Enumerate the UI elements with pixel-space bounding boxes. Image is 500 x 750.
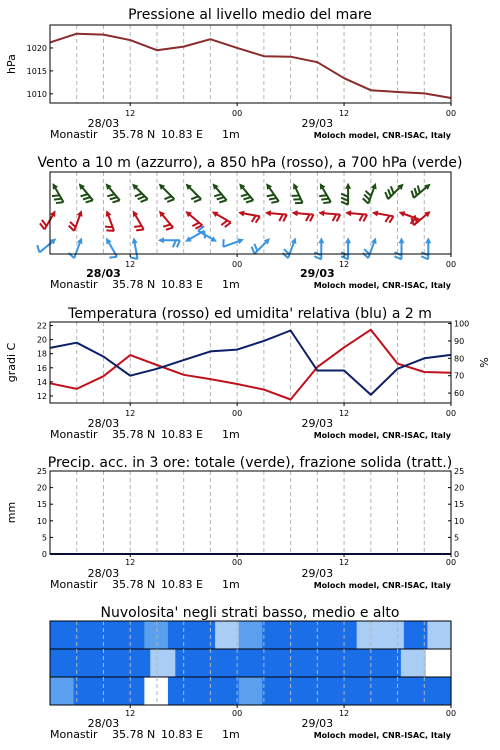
- date-label: 28/03: [86, 267, 121, 280]
- wind-barb-feather: [341, 194, 348, 197]
- y-right-tick-label: 15: [454, 500, 465, 510]
- panel-pressure: [5, 7, 456, 141]
- wind-barb-feather: [341, 202, 348, 205]
- x-tick-label: 00: [232, 558, 243, 567]
- station-lon: 10.83 E: [161, 128, 203, 141]
- wind-barb: [184, 228, 208, 248]
- wind-barb: [250, 233, 273, 256]
- cloud-cell: [200, 649, 226, 677]
- panel-title: Precip. acc. in 3 ore: totale (verde), frazione solida (tratt.): [47, 455, 453, 471]
- cloud-cell: [301, 649, 327, 677]
- wind-barb: [221, 233, 245, 250]
- cloud-cell: [333, 621, 357, 649]
- y-tick-label: 20: [36, 483, 47, 493]
- wind-barb: [127, 237, 141, 260]
- wind-barb: [196, 225, 220, 245]
- cloud-cell: [309, 677, 333, 705]
- cloud-cell: [192, 621, 216, 649]
- wind-barb: [371, 210, 394, 224]
- x-tick-label: 12: [338, 709, 350, 718]
- cloud-cell: [225, 649, 251, 677]
- date-label: 29/03: [300, 267, 335, 280]
- wind-barb: [100, 209, 117, 233]
- x-tick-label: 12: [338, 409, 350, 418]
- wind-barb-head: [210, 236, 218, 244]
- cloud-cell: [215, 621, 239, 649]
- wind-barb: [314, 237, 324, 259]
- wind-barb-head: [371, 210, 378, 217]
- panel-temp_rh: [5, 306, 491, 441]
- wind-barb: [38, 207, 58, 231]
- y-tick-label: 1020: [26, 43, 47, 53]
- cloud-cell: [251, 649, 277, 677]
- cloud-cell: [125, 649, 151, 677]
- wind-barb: [264, 210, 287, 222]
- wind-barb-head: [371, 182, 379, 190]
- y-right-tick-label: 100: [454, 319, 470, 329]
- wind-barb-head: [318, 237, 324, 243]
- wind-barb: [287, 182, 305, 206]
- wind-barb-head: [104, 209, 112, 217]
- wind-barb-head: [425, 237, 431, 243]
- wind-barb: [208, 209, 232, 229]
- wind-barb-head: [210, 209, 218, 217]
- cloud-cell: [262, 621, 286, 649]
- wind-barb-head: [77, 209, 85, 217]
- y-right-tick-label: 10: [454, 516, 465, 526]
- x-tick-label: 12: [338, 558, 350, 567]
- cloud-cell: [239, 621, 263, 649]
- wind-barb: [383, 179, 406, 202]
- y-right-tick-label: 5: [454, 533, 460, 543]
- cloud-cell: [380, 621, 404, 649]
- wind-barb: [158, 237, 180, 247]
- x-tick-label: 00: [232, 109, 243, 118]
- y-tick-label: 18: [36, 349, 47, 359]
- cloud-cell: [168, 677, 192, 705]
- x-tick-label: 00: [232, 409, 243, 418]
- station-name: Monastir: [50, 428, 98, 441]
- y-axis-label: hPa: [5, 54, 18, 74]
- y-axis-label: mm: [5, 501, 18, 524]
- wind-barb-feather: [341, 198, 348, 201]
- station-lon: 10.83 E: [161, 728, 203, 741]
- x-tick-label: 12: [338, 109, 350, 118]
- wind-barb: [314, 182, 334, 206]
- wind-barb-head: [345, 237, 351, 243]
- wind-barb: [409, 178, 432, 200]
- wind-barb-head: [291, 210, 298, 217]
- wind-barb-head: [345, 210, 352, 217]
- wind-barb-feather: [421, 256, 428, 259]
- wind-barb: [341, 183, 351, 205]
- station-lat: 35.78 N: [112, 278, 156, 291]
- wind-barb-head: [131, 237, 138, 244]
- x-tick-label: 12: [125, 109, 136, 118]
- wind-barb-head: [103, 236, 111, 244]
- wind-barb: [362, 235, 379, 259]
- y-tick-label: 5: [41, 533, 47, 543]
- cloud-cell: [426, 649, 452, 677]
- cloud-cell: [50, 677, 74, 705]
- wind-barb-head: [77, 236, 85, 244]
- cloud-cell: [100, 649, 126, 677]
- model-credit: Moloch model, CNR-ISAC, Italy: [313, 131, 451, 140]
- cloud-cell: [401, 649, 427, 677]
- y-right-tick-label: 60: [454, 389, 465, 399]
- y-tick-label: 20: [36, 335, 47, 345]
- wind-barb: [395, 237, 405, 259]
- station-elev: 1m: [222, 428, 240, 441]
- station-elev: 1m: [222, 728, 240, 741]
- date-label: 29/03: [301, 717, 334, 730]
- pressure-line: [50, 34, 451, 98]
- wind-barb-head: [291, 182, 299, 190]
- wind-barb-head: [318, 210, 325, 217]
- wind-barb-head: [158, 237, 164, 243]
- station-lat: 35.78 N: [112, 128, 156, 141]
- station-lat: 35.78 N: [112, 728, 156, 741]
- cloud-cell: [121, 677, 145, 705]
- cloud-cell: [333, 677, 357, 705]
- cloud-cell: [50, 621, 74, 649]
- cloud-cell: [357, 621, 381, 649]
- y-tick-label: 1010: [26, 89, 47, 99]
- cloud-cell: [309, 621, 333, 649]
- wind-barb-feather: [314, 256, 321, 259]
- panel-title: Temperatura (rosso) ed umidita' relativa (blu) a 2 m: [68, 306, 432, 322]
- cloud-cell: [427, 621, 451, 649]
- panel-precip: [5, 455, 464, 591]
- temperature-line: [50, 330, 451, 400]
- cloud-cell: [75, 649, 101, 677]
- y-right-tick-label: 90: [454, 336, 465, 346]
- wind-barb-head: [399, 237, 405, 243]
- x-tick-label: 00: [445, 109, 457, 118]
- cloud-cell: [175, 649, 201, 677]
- wind-barb: [181, 209, 204, 231]
- wind-barb-head: [50, 182, 58, 190]
- cloud-cell: [286, 677, 310, 705]
- wind-barb-head: [237, 236, 245, 244]
- cloud-cell: [286, 621, 310, 649]
- cloud-cell: [150, 649, 176, 677]
- cloud-cell: [192, 677, 216, 705]
- cloud-cell: [50, 649, 76, 677]
- date-label: 29/03: [301, 567, 334, 580]
- x-tick-label: 12: [125, 558, 136, 567]
- wind-barb: [362, 180, 379, 204]
- wind-barb-head: [238, 210, 245, 217]
- wind-barb-head: [371, 236, 379, 244]
- cloud-cell: [121, 621, 145, 649]
- panel-clouds: [50, 605, 456, 741]
- station-elev: 1m: [222, 128, 240, 141]
- date-label: 28/03: [87, 717, 120, 730]
- y-tick-label: 25: [36, 467, 47, 476]
- wind-barb-head: [398, 209, 406, 217]
- wind-barb-feather: [173, 240, 176, 247]
- wind-barb-head: [345, 183, 351, 189]
- station-lat: 35.78 N: [112, 428, 156, 441]
- panel-wind: [35, 155, 463, 291]
- wind-barb: [100, 236, 120, 260]
- station-name: Monastir: [50, 128, 98, 141]
- cloud-cell: [326, 649, 352, 677]
- y-tick-label: 0: [41, 550, 47, 559]
- cloud-cell: [351, 649, 377, 677]
- station-elev: 1m: [222, 578, 240, 591]
- wind-barb: [341, 237, 351, 259]
- station-lat: 35.78 N: [112, 578, 156, 591]
- y-tick-label: 14: [36, 377, 47, 387]
- model-credit: Moloch model, CNR-ISAC, Italy: [313, 281, 451, 290]
- cloud-cell: [357, 677, 381, 705]
- wind-barb-head: [265, 210, 272, 217]
- station-elev: 1m: [222, 278, 240, 291]
- panel-title: Vento a 10 m (azzurro), a 850 hPa (rosso), a 700 hPa (verde): [37, 155, 463, 171]
- date-label: 29/03: [301, 117, 334, 130]
- wind-barb-head: [184, 236, 192, 244]
- wind-barb-head: [130, 209, 138, 217]
- y-tick-label: 1015: [26, 66, 47, 76]
- wind-barb: [68, 235, 85, 259]
- wind-barb-feather: [395, 256, 402, 259]
- cloud-cell: [168, 621, 192, 649]
- cloud-cell: [380, 677, 404, 705]
- date-label: 28/03: [87, 117, 120, 130]
- wind-barb-head: [317, 182, 325, 190]
- y-right-tick-label: 80: [454, 354, 465, 364]
- wind-barb: [318, 210, 341, 222]
- humidity-line: [50, 331, 451, 395]
- station-lon: 10.83 E: [161, 278, 203, 291]
- wind-barb: [35, 233, 58, 255]
- station-name: Monastir: [50, 728, 98, 741]
- x-tick-label: 12: [125, 260, 136, 269]
- station-name: Monastir: [50, 278, 98, 291]
- cloud-cell: [215, 677, 239, 705]
- wind-barb: [237, 210, 260, 224]
- cloud-cell: [262, 677, 286, 705]
- y-right-tick-label: 70: [454, 371, 465, 381]
- wind-barb: [127, 209, 147, 233]
- wind-barb: [291, 210, 314, 222]
- panel-title: Pressione al livello medio del mare: [128, 7, 372, 23]
- cloud-cell: [97, 677, 121, 705]
- x-tick-label: 12: [338, 260, 350, 269]
- wind-barb-head: [291, 236, 299, 244]
- wind-barb-feather: [177, 240, 180, 247]
- wind-barb: [421, 237, 431, 259]
- cloud-cell: [427, 677, 451, 705]
- cloud-cell: [276, 649, 302, 677]
- panel-title: Nuvolosita' negli strati basso, medio e alto: [100, 605, 400, 621]
- x-tick-label: 00: [232, 260, 243, 269]
- wind-barb-feather: [341, 256, 348, 259]
- y-axis-right-label: %: [478, 357, 491, 368]
- y-tick-label: 22: [36, 321, 47, 331]
- date-label: 28/03: [87, 567, 120, 580]
- plot-frame: [50, 471, 451, 554]
- station-name: Monastir: [50, 578, 98, 591]
- x-tick-label: 00: [445, 260, 457, 269]
- y-tick-label: 10: [36, 516, 47, 526]
- y-tick-label: 16: [36, 363, 47, 373]
- station-lon: 10.83 E: [161, 428, 203, 441]
- model-credit: Moloch model, CNR-ISAC, Italy: [313, 431, 451, 440]
- cloud-cell: [97, 621, 121, 649]
- y-tick-label: 12: [36, 391, 47, 401]
- station-lon: 10.83 E: [161, 578, 203, 591]
- date-label: 28/03: [87, 417, 120, 430]
- wind-barb: [282, 235, 299, 259]
- x-tick-label: 00: [232, 709, 243, 718]
- x-tick-label: 12: [125, 409, 136, 418]
- model-credit: Moloch model, CNR-ISAC, Italy: [313, 731, 451, 740]
- y-right-tick-label: 20: [454, 483, 465, 493]
- y-axis-label: gradi C: [5, 342, 18, 383]
- y-right-tick-label: 0: [454, 550, 460, 559]
- date-label: 29/03: [301, 417, 334, 430]
- y-right-tick-label: 25: [454, 467, 465, 476]
- wind-barb-head: [50, 209, 58, 217]
- wind-barb: [345, 210, 368, 222]
- x-tick-label: 00: [445, 709, 457, 718]
- wind-barb: [46, 182, 66, 206]
- x-tick-label: 00: [445, 558, 457, 567]
- wind-barb: [68, 208, 85, 232]
- x-tick-label: 12: [125, 709, 136, 718]
- y-tick-label: 15: [36, 500, 47, 510]
- cloud-cell: [239, 677, 263, 705]
- model-credit: Moloch model, CNR-ISAC, Italy: [313, 581, 451, 590]
- x-tick-label: 00: [445, 409, 457, 418]
